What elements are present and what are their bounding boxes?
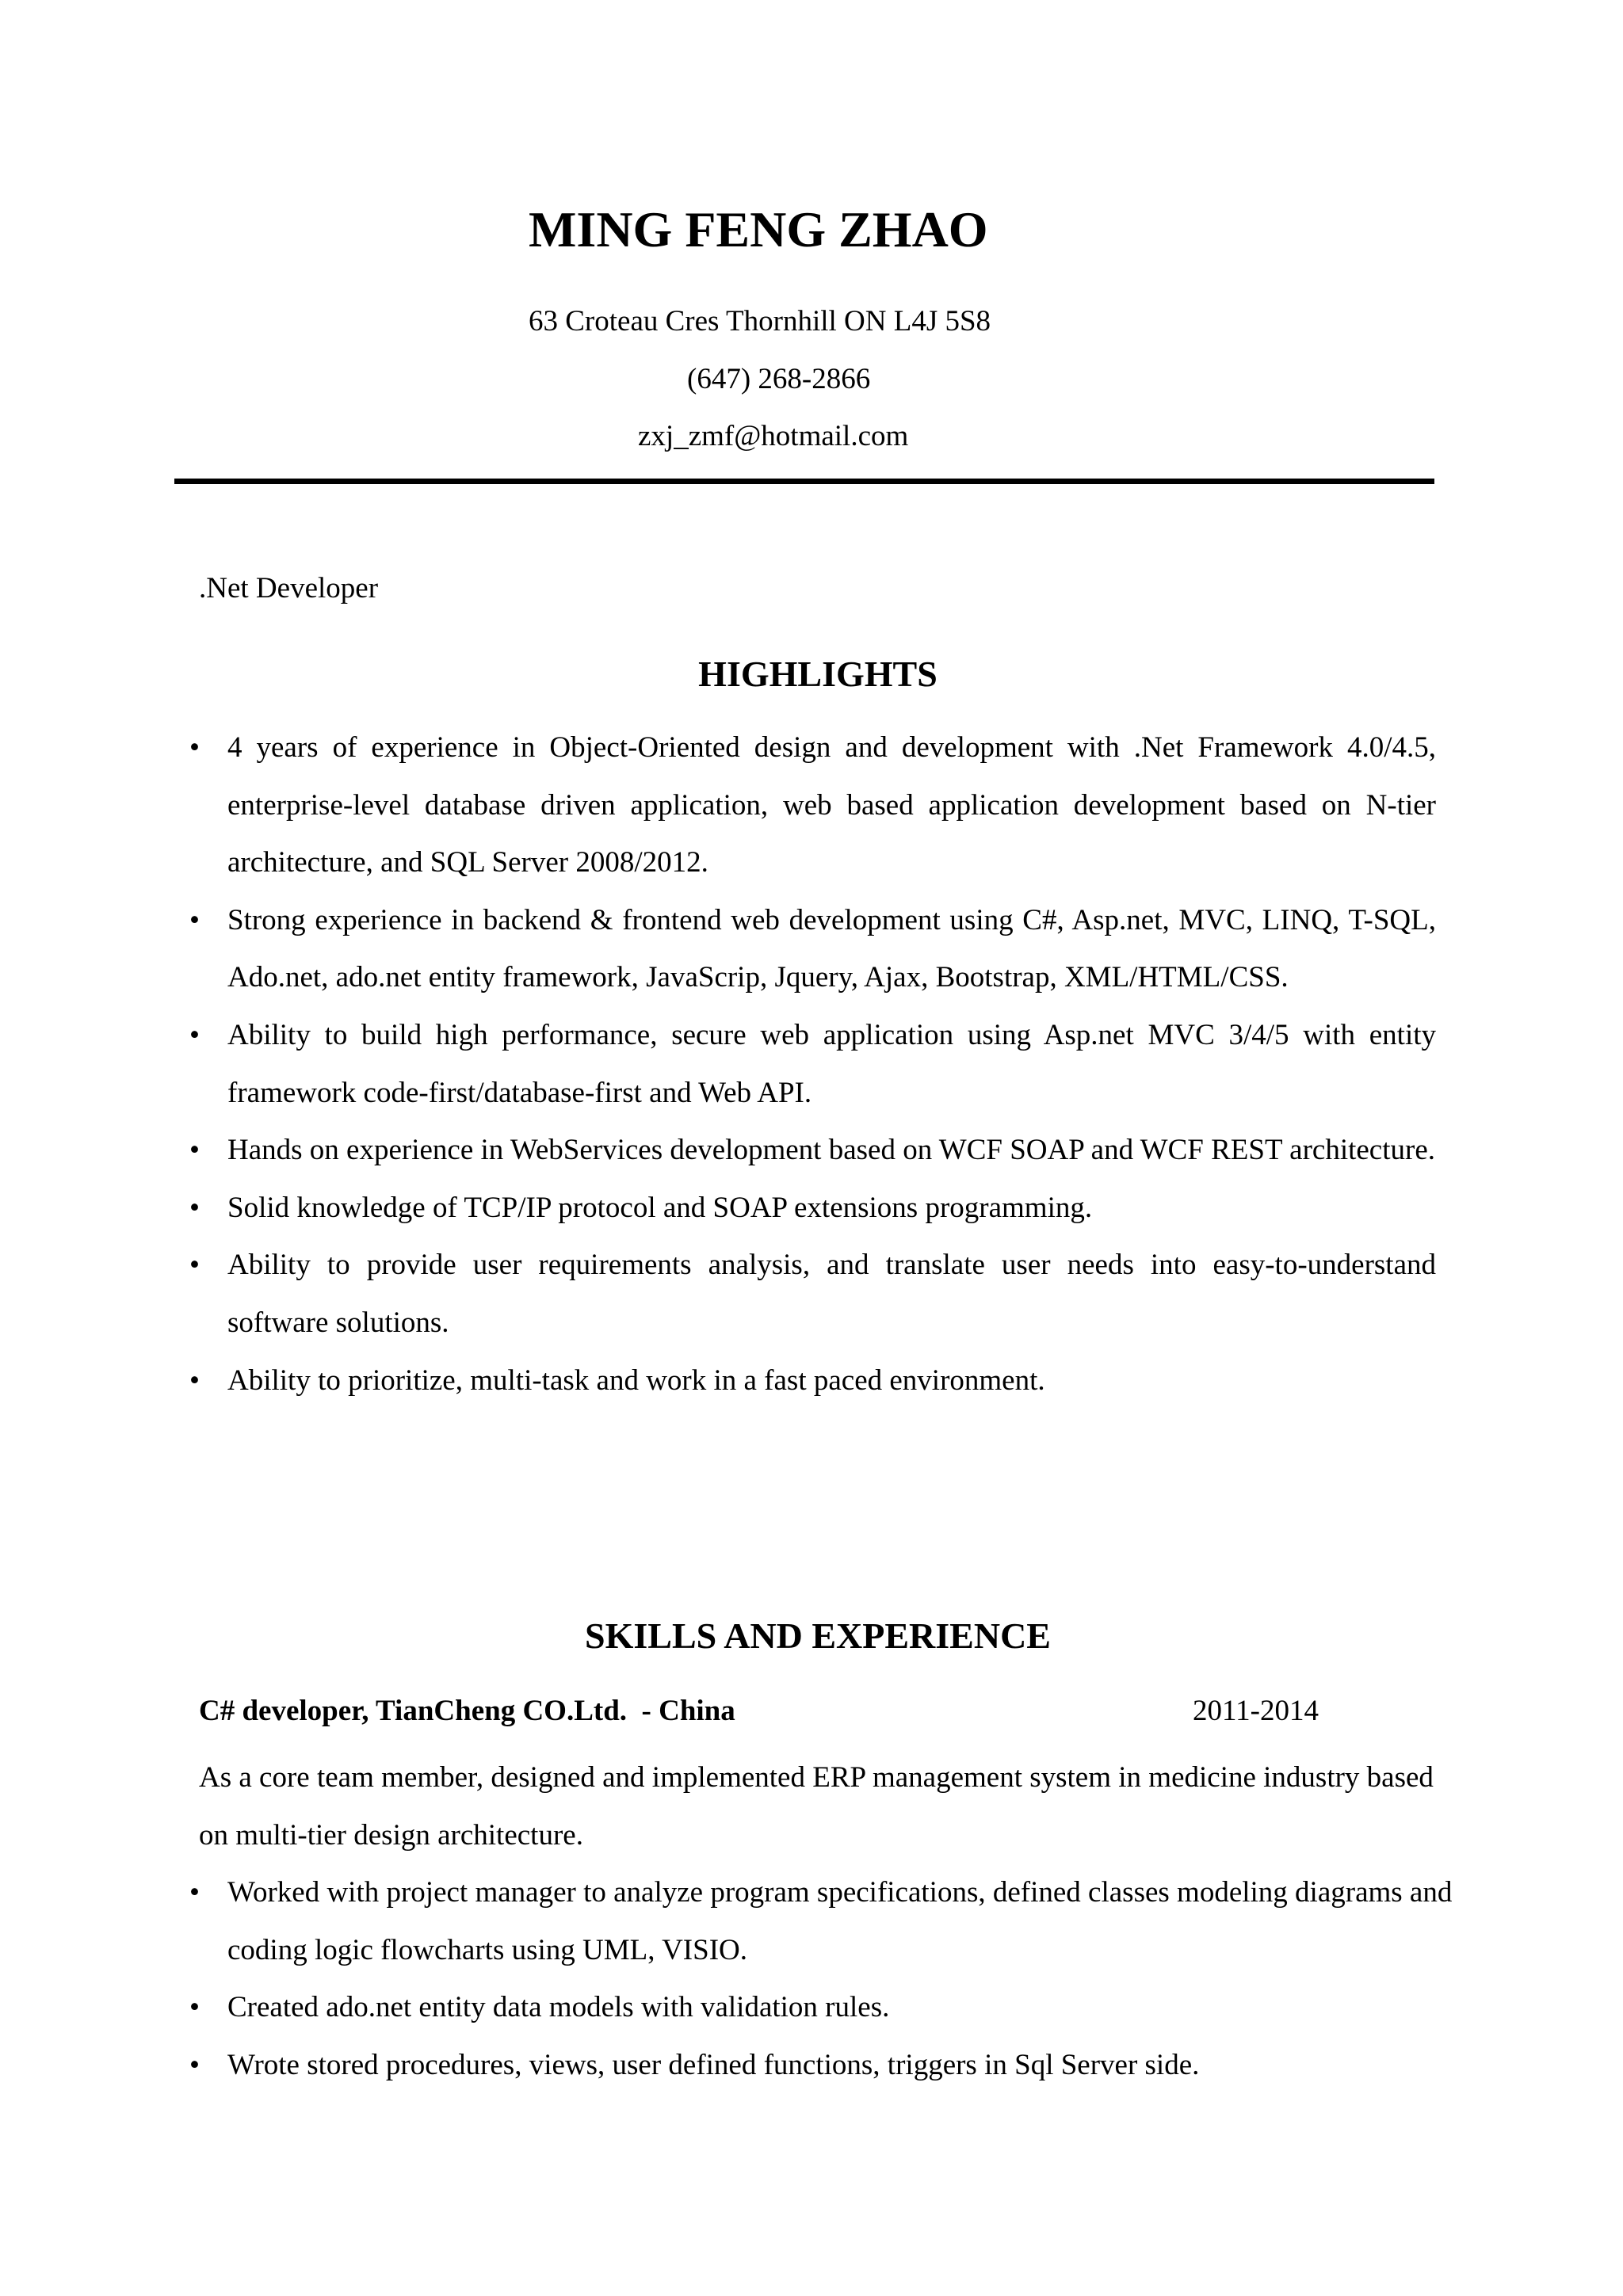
experience-heading: SKILLS AND EXPERIENCE: [585, 1615, 1051, 1656]
bullet-icon: •: [189, 1018, 200, 1051]
job-position: C# developer, TianCheng CO.Ltd. - China: [199, 1695, 735, 1727]
job-dates: 2011-2014: [1193, 1695, 1319, 1727]
list-item: • 4 years of experience in Object-Oriented design and development with .Net Framework 4.0/4.5, enterprise-level database driven application, web based application development based on N-tier architecture, and SQL Server 2008/2012.: [199, 719, 1436, 892]
list-item: • Ability to build high performance, secure web application using Asp.net MVC 3/4/5 with entity framework code-first/database-first and Web API.: [199, 1007, 1436, 1122]
bullet-icon: •: [189, 2048, 200, 2081]
list-item: • Solid knowledge of TCP/IP protocol and SOAP extensions programming.: [199, 1180, 1436, 1238]
highlights-list: [189, 719, 1436, 1409]
job-heading: [199, 1691, 1467, 1731]
bullet-icon: •: [189, 1363, 200, 1397]
address: 63 Croteau Cres Thornhill ON L4J 5S8: [529, 305, 991, 338]
bullet-icon: •: [189, 1249, 200, 1282]
job-description: As a core team member, designed and implemented ERP management system in medicine industry based on multi-tier design architecture.: [199, 1761, 1434, 1852]
bullet-icon: •: [189, 1134, 200, 1167]
header-divider: [174, 479, 1434, 484]
list-item: • Wrote stored procedures, views, user defined functions, triggers in Sql Server side.: [199, 2037, 1467, 2095]
list-item: • Worked with project manager to analyze program specifications, defined classes modeling diagrams and coding logic flowcharts using UML, VISIO.: [199, 1864, 1467, 1979]
candidate-name: MING FENG ZHAO: [529, 201, 988, 257]
email: zxj_zmf@hotmail.com: [638, 420, 909, 452]
bullet-icon: •: [189, 903, 200, 936]
bullet-icon: •: [189, 1191, 200, 1224]
bullet-icon: •: [189, 731, 200, 764]
list-item: • Strong experience in backend & frontend web development using C#, Asp.net, MVC, LINQ, T-SQL, Ado.net, ado.net entity framework, JavaScrip, Jquery, Ajax, Bootstrap, XML/HTML/CSS.: [199, 892, 1436, 1007]
list-item: • Ability to prioritize, multi-task and work in a fast paced environment.: [199, 1352, 1436, 1410]
job-title: .Net Developer: [199, 572, 379, 605]
list-item: • Hands on experience in WebServices development based on WCF SOAP and WCF REST architecture.: [199, 1122, 1436, 1180]
bullet-icon: •: [189, 1991, 200, 2024]
list-item: • Ability to provide user requirements analysis, and translate user needs into easy-to-understand software solutions.: [199, 1237, 1436, 1352]
job-bullets: [189, 1864, 1467, 2094]
list-item: • Created ado.net entity data models with validation rules.: [199, 1979, 1467, 2037]
highlights-heading: HIGHLIGHTS: [698, 654, 938, 694]
bullet-icon: •: [189, 1876, 200, 1909]
phone: (647) 268-2866: [687, 363, 871, 395]
